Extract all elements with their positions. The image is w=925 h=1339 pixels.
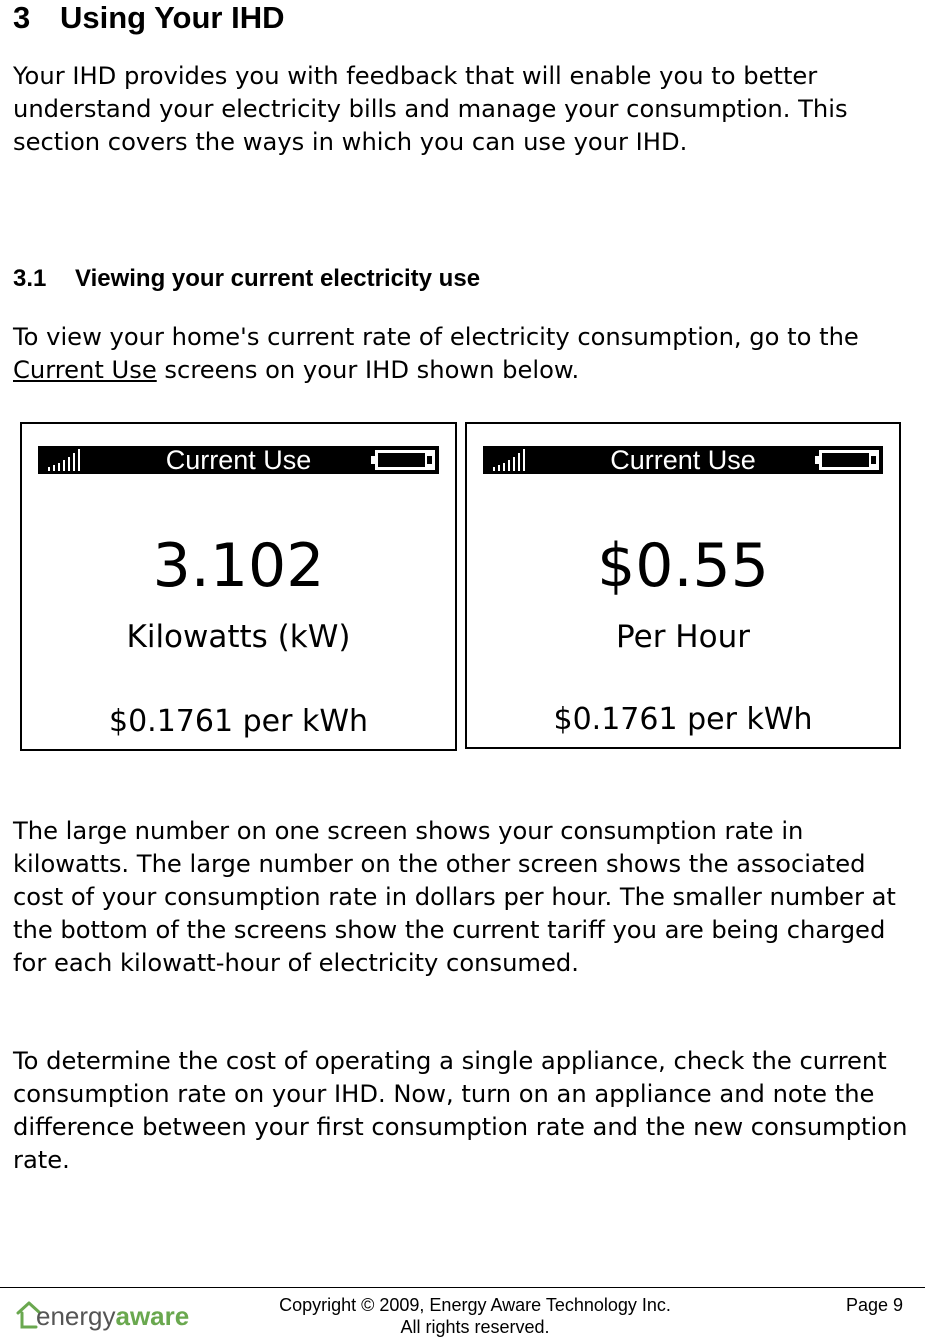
copyright-line-1: Copyright © 2009, Energy Aware Technology Inc.	[279, 1295, 671, 1315]
ihd-screen-kilowatts	[20, 422, 457, 751]
logo-part-aware: aware	[115, 1301, 190, 1331]
energy-aware-logo	[16, 1297, 190, 1333]
consumption-unit: Kilowatts (kW)	[126, 619, 351, 655]
section-heading	[13, 0, 284, 36]
page-number: Page 9	[846, 1295, 904, 1315]
intro-paragraph: Your IHD provides you with feedback that will enable you to better understand your electricity bills and manage your consumption. This section covers the ways in which you can use your IHD.	[13, 62, 848, 156]
copyright-notice	[230, 1294, 720, 1338]
screen-title: Current Use	[610, 445, 756, 475]
copyright-line-2: All rights reserved.	[400, 1317, 550, 1337]
battery-icon	[815, 450, 879, 470]
subsection-number: 3.1	[13, 265, 47, 292]
footer-divider	[0, 1287, 925, 1288]
instructions-before: To view your home's current rate of electricity consumption, go to the	[13, 323, 859, 351]
ihd-screen-cost	[465, 422, 901, 749]
appliance-tip-paragraph: To determine the cost of operating a single appliance, check the current consumption rate on your IHD. Now, turn on an appliance and note the difference between your first consumption rate and the new consumption rate.	[13, 1047, 908, 1174]
tariff-rate: $0.1761 per kWh	[553, 702, 813, 737]
instructions-after: screens on your IHD shown below.	[156, 356, 580, 384]
view-instructions-paragraph	[13, 321, 918, 387]
subsection-title: Viewing your current electricity use	[75, 265, 481, 292]
subsection-heading	[13, 264, 480, 294]
cost-unit: Per Hour	[616, 619, 750, 655]
logo-wordmark	[36, 1301, 189, 1331]
screen-title-bar	[483, 446, 883, 474]
cost-value: $0.55	[597, 531, 769, 601]
consumption-value: 3.102	[152, 531, 325, 601]
screen-title-bar	[38, 446, 439, 474]
explanation-paragraph: The large number on one screen shows your consumption rate in kilowatts. The large number on the other screen shows the associated cost of your consumption rate in dollars per hour. The smaller number at the bottom of the screens show the current tariff you are being charged for each kilowatt-hour of electricity consumed.	[13, 817, 896, 977]
current-use-link-text: Current Use	[13, 356, 157, 384]
tariff-rate: $0.1761 per kWh	[108, 704, 368, 739]
section-title: Using Your IHD	[60, 0, 285, 35]
logo-part-energy: energy	[36, 1301, 116, 1331]
battery-icon	[371, 450, 435, 470]
section-number: 3	[13, 0, 31, 35]
screen-title: Current Use	[165, 445, 312, 475]
